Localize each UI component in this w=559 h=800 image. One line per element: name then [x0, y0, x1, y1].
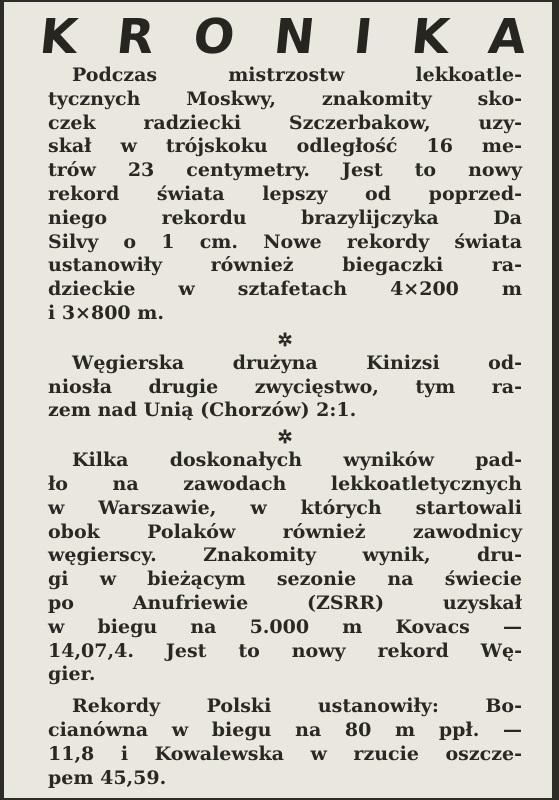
text-line: dzieckie w sztafetach 4×200 m: [48, 278, 522, 301]
paragraph-warsaw-meet: [48, 449, 522, 687]
heading-letter: K: [37, 9, 81, 65]
heading-letter: K: [408, 9, 452, 65]
text-line: trów 23 centymetry. Jest to nowy: [48, 159, 522, 182]
paragraph-moscow-championships: [48, 64, 522, 326]
text-line: tycznych Moskwy, znakomity sko-: [48, 87, 522, 110]
text-line: cianówna w biegu na 80 m ppł. —: [48, 718, 522, 741]
text-line: 11,8 i Kowalewska w rzucie oszcze-: [48, 742, 522, 765]
text-line: gi w bieżącym sezonie na świecie: [48, 568, 522, 591]
heading-letter: I: [351, 9, 376, 65]
paragraph-polish-records: [48, 695, 522, 790]
text-line: gier.: [48, 663, 96, 686]
text-line: ustanowiły również biegaczki ra-: [48, 254, 522, 277]
text-line: zem nad Unią (Chorzów) 2:1.: [48, 399, 357, 422]
heading-letter: R: [114, 9, 157, 65]
text-line: niego rekordu brazylijczyka Da: [48, 206, 522, 229]
article-body: [48, 64, 522, 790]
heading-letter: O: [190, 9, 238, 65]
text-line: Rekordy Polski ustanowiły: Bo-: [72, 695, 522, 718]
asterism-separator: ✲: [277, 427, 293, 449]
paragraph-gap: [48, 687, 522, 695]
text-line: czek radziecki Szczerbakow, uzy-: [48, 111, 522, 134]
text-line: 14,07,4. Jest to nowy rekord Wę-: [48, 639, 522, 662]
paragraph-kinizsi: [48, 352, 522, 423]
text-line: węgierscy. Znakomity wynik, dru-: [48, 544, 522, 567]
text-line: i 3×800 m.: [48, 301, 164, 324]
text-line: Kilka doskonałych wyników pad-: [72, 449, 522, 472]
text-line: w Warszawie, w których startowali: [48, 496, 522, 519]
heading-letter: A: [485, 9, 529, 65]
text-line: Silvy o 1 cm. Nowe rekordy świata: [48, 230, 522, 253]
text-line: obok Polaków również zawodnicy: [48, 520, 522, 543]
heading-letter: N: [271, 9, 318, 65]
text-line: Podczas mistrzostw lekkoatle-: [72, 64, 522, 86]
column-heading: [37, 8, 529, 66]
text-line: Węgierska drużyna Kinizsi od-: [72, 351, 522, 374]
text-line: w biegu na 5.000 m Kovacs —: [48, 615, 522, 638]
asterism-separator: ✲: [277, 329, 293, 351]
text-line: pem 45,59.: [48, 766, 167, 789]
text-line: skał w trójskoku odległość 16 me-: [48, 135, 522, 158]
text-line: rekord świata lepszy od poprzed-: [48, 182, 522, 205]
text-line: po Anufriewie (ZSRR) uzyskał: [48, 591, 522, 614]
text-line: niosła drugie zwycięstwo, tym ra-: [48, 375, 522, 398]
text-line: ło na zawodach lekkoatletycznych: [48, 472, 522, 495]
